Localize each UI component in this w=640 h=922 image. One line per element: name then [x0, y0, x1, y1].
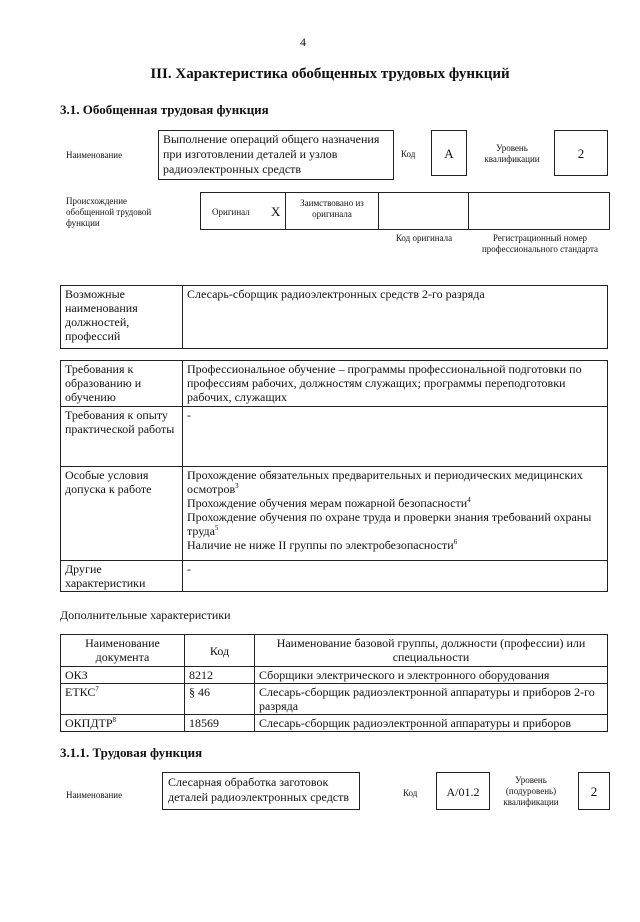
req-other-label: Другие характеристики: [61, 561, 183, 592]
positions-label: Возможные наименования должностей, профессий: [61, 286, 183, 349]
req-experience-value: -: [183, 407, 608, 467]
borrowed-label: Заимствовано из оригинала: [300, 198, 364, 219]
tf-name-value: Слесарная обработка заготовок деталей радиоэлектронных средств: [162, 772, 360, 810]
section-title: III. Характеристика обобщенных трудовых функций: [150, 66, 510, 82]
origin-divider-2: [378, 192, 379, 230]
doc-cell: ОКПДТР$^8$: [61, 715, 185, 732]
tf-code-value: A/01.2: [436, 772, 490, 810]
req-other-value: -: [183, 561, 608, 592]
condition-line: Прохождение обучения мерам пожарной безопасности$^4$: [187, 496, 471, 510]
req-education-label: Требования к образованию и обучению: [61, 361, 183, 407]
positions-value: Слесарь-сборщик радиоэлектронных средств 2-го разряда: [183, 286, 608, 349]
table-row: [61, 684, 608, 715]
table-row: [61, 715, 608, 732]
reg-number-caption: Регистрационный номер профессионального стандарта: [481, 233, 599, 254]
code-cell: § 46: [185, 684, 255, 715]
gtf-code-label: Код: [401, 149, 416, 159]
header-name: Наименование базовой группы, должности (профессии) или специальности: [255, 635, 608, 667]
name-cell: Сборщики электрического и электронного оборудования: [255, 667, 608, 684]
origin-divider-1: [285, 192, 286, 230]
code-cell: 8212: [185, 667, 255, 684]
original-mark: X: [271, 204, 281, 219]
gtf-name-label: Наименование: [66, 150, 123, 160]
tf-level-label: Уровень (подуровень) квалификации: [503, 775, 559, 807]
req-conditions-value: [183, 467, 608, 561]
header-doc: Наименование документа: [61, 635, 185, 667]
code-cell: 18569: [185, 715, 255, 732]
original-label: Оригинал: [212, 207, 250, 217]
condition-line: Прохождение обязательных предварительных и периодических медицинских осмотров$^3$: [187, 468, 583, 496]
additional-table: [60, 634, 608, 732]
doc-cell: ОКЗ: [61, 667, 185, 684]
tf-heading: 3.1.1. Трудовая функция: [60, 745, 203, 760]
req-education-value: Профессиональное обучение – программы профессиональной подготовки по профессиям рабочих, должностям служащих; программы переподготовки рабочих, служащих: [183, 361, 608, 407]
requirements-table: [60, 360, 608, 592]
req-conditions-label: Особые условия допуска к работе: [61, 467, 183, 561]
origin-code-caption: Код оригинала: [395, 233, 453, 243]
tf-code-label: Код: [403, 788, 418, 798]
tf-name-label: Наименование: [66, 790, 123, 800]
tf-level-value: 2: [578, 772, 610, 810]
positions-table: [60, 285, 608, 349]
header-code: Код: [185, 635, 255, 667]
origin-table: [200, 192, 610, 230]
condition-line: Наличие не ниже II группы по электробезопасности$^6$: [187, 538, 458, 552]
name-cell: Слесарь-сборщик радиоэлектронной аппаратуры и приборов: [255, 715, 608, 732]
additional-heading: Дополнительные характеристики: [60, 608, 231, 622]
condition-line: Прохождение обучения по охране труда и проверки знания требований охраны труда$^5$: [187, 510, 592, 538]
gtf-level-label: Уровень квалификации: [484, 143, 540, 164]
gtf-origin-label: Происхождение обобщенной трудовой функции: [66, 196, 152, 228]
name-cell: Слесарь-сборщик радиоэлектронной аппаратуры и приборов 2-го разряда: [255, 684, 608, 715]
doc-cell: ЕТКС$^7$: [61, 684, 185, 715]
origin-divider-3: [468, 192, 469, 230]
gtf-heading: 3.1. Обобщенная трудовая функция: [60, 102, 269, 117]
table-row: [61, 667, 608, 684]
page-number: 4: [300, 35, 306, 49]
gtf-code-value: A: [431, 130, 467, 176]
gtf-name-value: Выполнение операций общего назначения при изготовлении деталей и узлов радиоэлектронных средств: [158, 130, 394, 180]
req-experience-label: Требования к опыту практической работы: [61, 407, 183, 467]
gtf-level-value: 2: [554, 130, 608, 176]
